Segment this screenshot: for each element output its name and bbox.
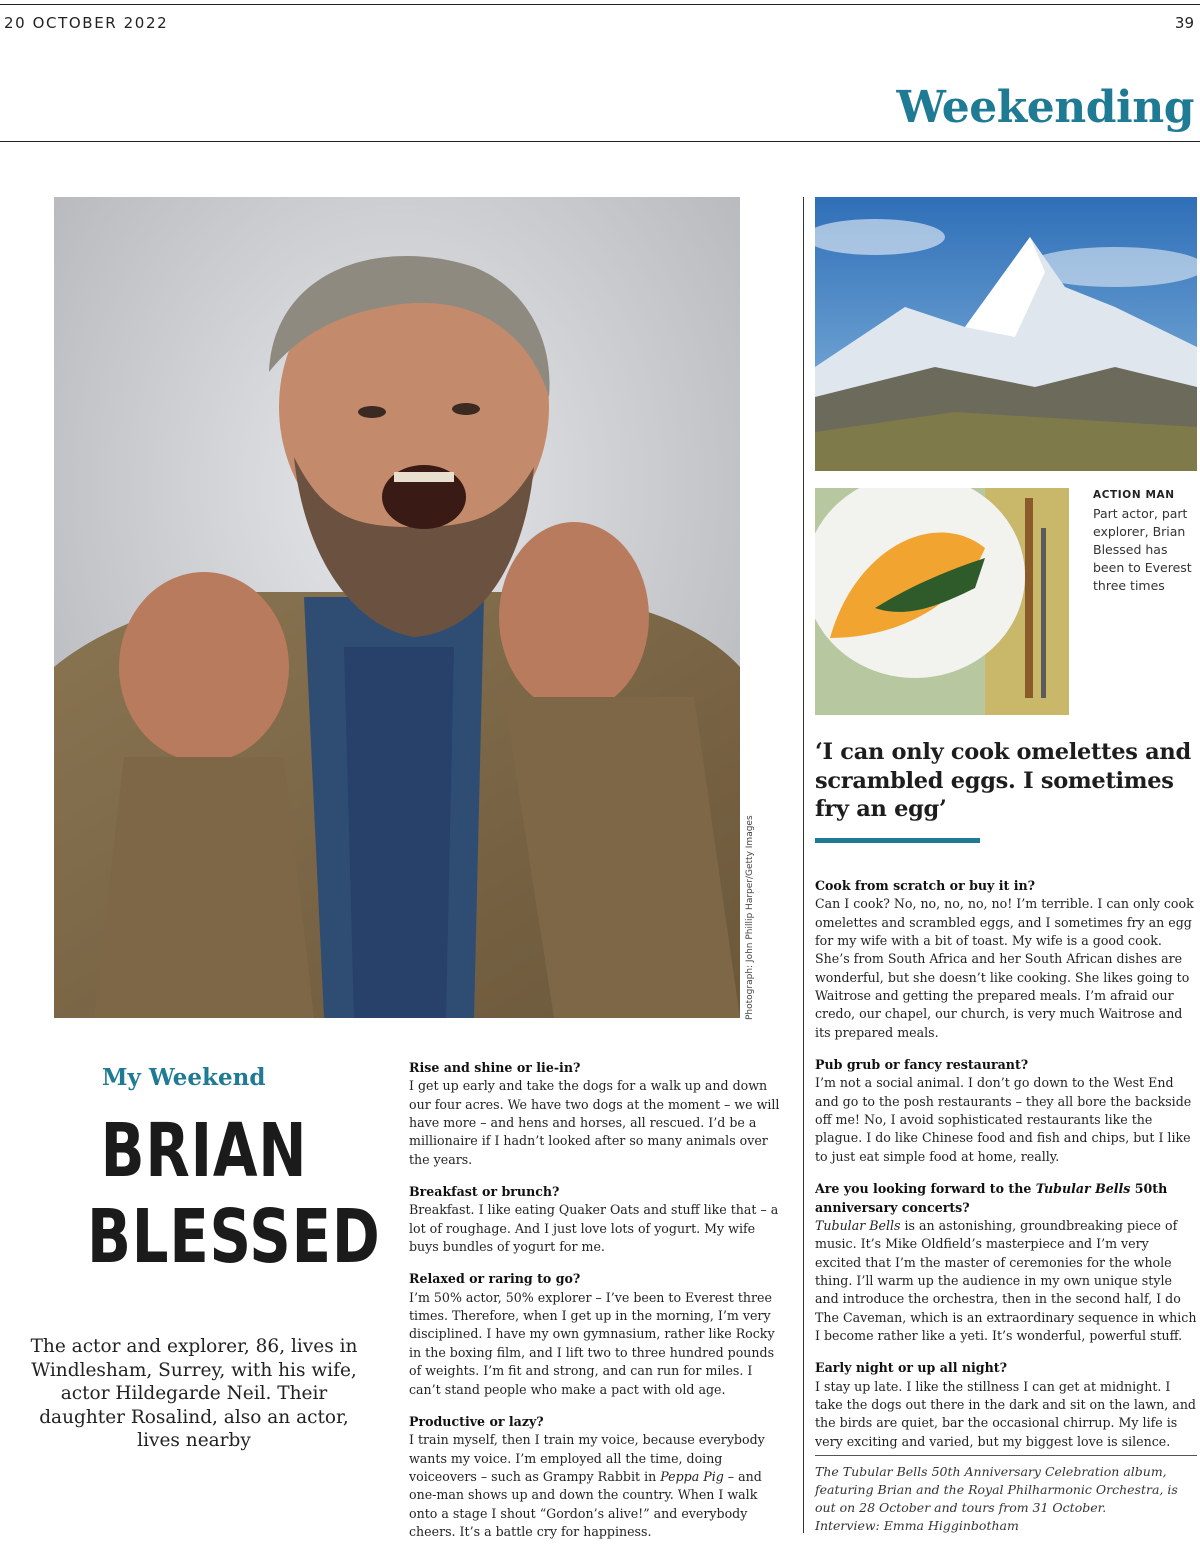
qa-question: Productive or lazy? [409,1413,544,1429]
qa-item [409,1183,787,1256]
caption-heading: ACTION MAN [1093,489,1175,501]
issue-date: 20 OCTOBER 2022 [4,14,169,32]
name-line-1: BRIAN [100,1108,308,1194]
footnote-rule [815,1455,1197,1456]
column-rule [803,197,804,1533]
qa-answer: I get up early and take the dogs for a walk up and down our four acres. We have two dogs at the moment – we will have more – and hens and horses, all rescued. I’d be a millionaire if I hadn’t looked after so many animals over the years. [409,1078,780,1167]
pull-quote-rule [815,838,980,843]
section-title: Weekending [896,82,1194,133]
qa-answer-part: I train myself, then I train my voice, because everybody wants my voice. I’m employed all the time, doing voiceovers – such as Grampy Rabbit in [409,1432,765,1484]
mountain-photo [815,197,1197,471]
qa-answer: I’m not a social animal. I don’t go down to the West End and go to the posh restaurants – they all bore the backside off me! No, I avoid sophisticated restaurants like the plague. I do like Chinese food and fish and chips, but I like to just eat simple food at home, really. [815,1075,1192,1164]
qa-answer-part: – and one-man shows up and down the country. When I walk onto a stage I shout “Gordon’s alive!” and everybody cheers. It’s a battle cry for happiness. [409,1468,762,1539]
qa-question: Relaxed or raring to go? [409,1271,581,1287]
qa-item [409,1270,787,1398]
footnote-text: The Tubular Bells 50th Anniversary Celebration album, featuring Brian and the Royal Philharmonic Orchestra, is out on 28 October and tours from 31 October. [815,1464,1178,1515]
qa-question [815,1180,1197,1217]
qa-question: Early night or up all night? [815,1360,1007,1376]
omelette-photo [815,488,1069,715]
qa-answer: Can I cook? No, no, no, no, no! I’m terrible. I can only cook omelettes and scrambled eggs, and I sometimes fry an egg for my wife with a bit of toast. My wife is a good cook. She’s from South Africa and her South African dishes are wonderful, but she doesn’t like cooking. She likes going to Waitrose and getting the prepared meals. I’m afraid our credo, our chapel, our church, is very much Waitrose and its prepared meals. [815,896,1194,1040]
pull-quote: ‘I can only cook omelettes and scrambled eggs. I sometimes fry an egg’ [815,739,1191,822]
footnote [815,1463,1195,1535]
qa-answer: I’m 50% actor, 50% explorer – I’ve been to Everest three times. Therefore, when I get up in the morning, I’m very disciplined. I have my own gymnasium, rather like Rocky in the boxing film, and I lift two to three hundred pounds of weights. I’m fit and strong, and can run for miles. I can’t stand people who make a pact with old age. [409,1289,775,1397]
qa-column-right [815,877,1197,1465]
photo-credit: Photograph: John Phillip Harper/Getty Images [745,815,755,1020]
qa-item [815,1180,1197,1345]
interviewee-name [87,1108,381,1280]
qa-answer: I stay up late. I like the stillness I can get at midnight. I take the dogs out there in the dark and sit on the lawn, and the birds are quiet, bar the occasional chirrup. My life is very exciting and varied, but my biggest love is silence. [815,1378,1196,1449]
qa-answer-title: Tubular Bells [815,1217,901,1233]
qa-question: Pub grub or fancy restaurant? [815,1057,1029,1073]
qa-question: Breakfast or brunch? [409,1184,560,1200]
header-rule [0,141,1200,142]
qa-column-middle [409,1059,787,1555]
qa-item [815,877,1197,1042]
qa-question: Rise and shine or lie-in? [409,1060,581,1075]
qa-item [409,1413,787,1541]
qa-item [815,1056,1197,1166]
page-number: 39 [1174,14,1194,32]
qa-answer-title: Peppa Pig [660,1468,724,1484]
qa-answer: Breakfast. I like eating Quaker Oats and stuff like that – a lot of roughage. And I just love lots of yogurt. My wife buys bundles of yogurt for me. [409,1202,779,1255]
qa-question: Cook from scratch or buy it in? [815,878,1036,893]
standfirst: The actor and explorer, 86, lives in Windlesham, Surrey, with his wife, actor Hildegarde Neil. Their daughter Rosalind, also an actor, lives nearby [30,1336,358,1451]
column-kicker: My Weekend [102,1064,266,1091]
qa-question-title: Tubular Bells [1035,1181,1131,1197]
caption-text: Part actor, part explorer, Brian Blessed has been to Everest three times [1093,506,1192,593]
name-line-2: BLESSED [87,1194,381,1280]
footnote-credit: Interview: Emma Higginbotham [815,1518,1019,1533]
qa-question-part: Are you looking forward to the [815,1181,1036,1197]
qa-item [409,1059,787,1169]
top-rule [0,4,1200,5]
portrait-photo [54,197,740,1018]
qa-question-part: 50th anniversary concerts? [815,1181,1168,1215]
qa-item [815,1359,1197,1451]
qa-answer-part: is an astonishing, groundbreaking piece of music. It’s Mike Oldfield’s masterpiece and I’m very excited that I’m the master of ceremonies for the whole thing. I’ll warm up the audience in my own unique style and introduce the orchestra, then in the second half, I do The Caveman, which is an extraordinary sequence in which I become rather like a yeti. It’s wonderful, powerful stuff. [815,1217,1197,1343]
